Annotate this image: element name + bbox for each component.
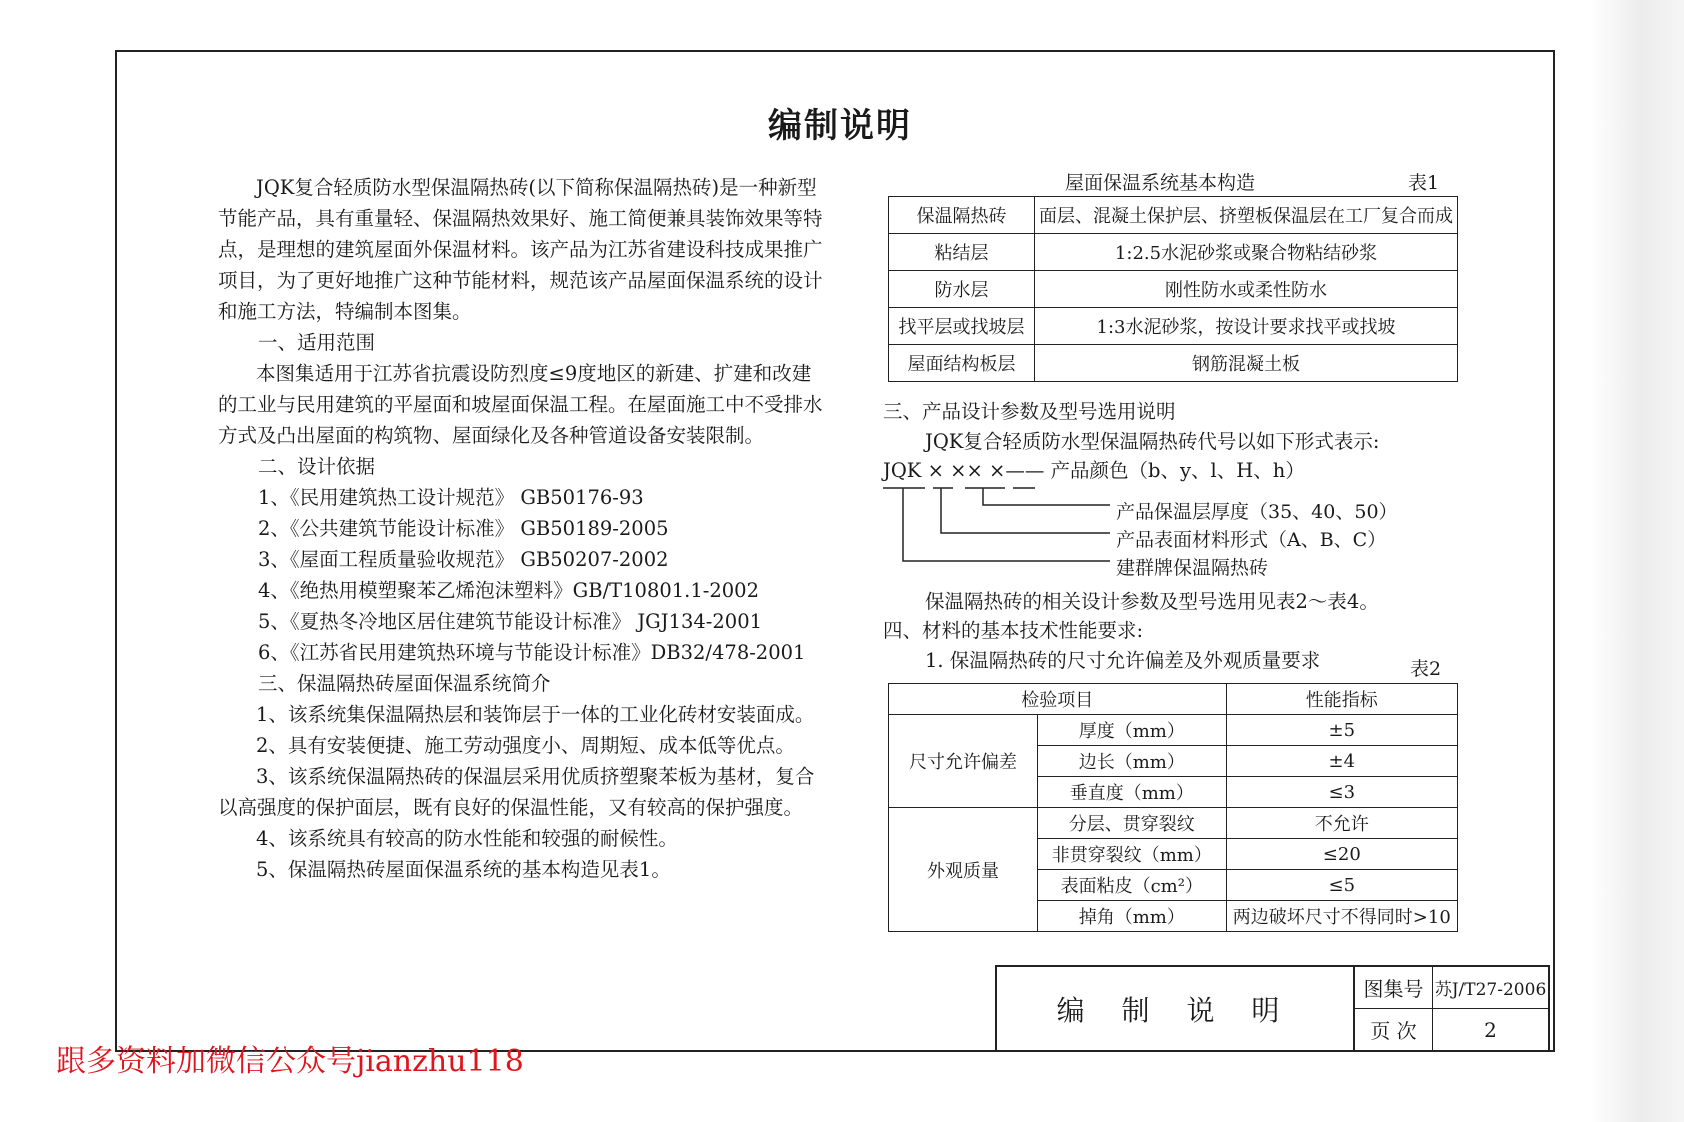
atlas-label: 图集号 — [1355, 967, 1433, 1009]
title-block-name: 编 制 说 明 — [997, 967, 1355, 1050]
table2 — [888, 683, 1458, 932]
table-cell: 找平层或找坡层 — [889, 308, 1035, 345]
table-cell: 保温隔热砖 — [889, 197, 1035, 234]
table-row — [889, 345, 1458, 382]
table-cell: 分层、贯穿裂纹 — [1038, 808, 1227, 839]
section3-intro: JQK复合轻质防水型保温隔热砖代号以如下形式表示: — [925, 430, 1380, 453]
table-cell: 屋面结构板层 — [889, 345, 1035, 382]
table-cell: 防水层 — [889, 271, 1035, 308]
watermark-text: 跟多资料加微信公众号jianzhu118 — [56, 1044, 524, 1079]
table-cell: 垂直度（mm） — [1038, 777, 1227, 808]
section3-heading: 三、产品设计参数及型号选用说明 — [883, 400, 1176, 423]
table-cell: 两边破坏尺寸不得同时>10 — [1226, 901, 1457, 932]
system-item: 5、保温隔热砖屋面保温系统的基本构造见表1。 — [256, 858, 671, 881]
table-row — [889, 271, 1458, 308]
page-number: 2 — [1484, 1017, 1497, 1042]
section4-sub: 1. 保温隔热砖的尺寸允许偏差及外观质量要求 — [925, 649, 1321, 672]
basis-heading: 二、设计依据 — [258, 455, 376, 478]
basis-item: 6、《江苏省民用建筑热环境与节能设计标准》DB32/478-2001 — [258, 641, 806, 664]
system-item: 2、具有安装便捷、施工劳动强度小、周期短、成本低等优点。 — [256, 734, 795, 757]
table1 — [888, 196, 1458, 382]
table-header: 性能指标 — [1226, 684, 1457, 715]
code-label-thickness: 产品保温层厚度（35、40、50） — [1116, 501, 1398, 523]
table-cell: ≤5 — [1226, 870, 1457, 901]
table-header-row — [889, 684, 1458, 715]
table1-caption: 屋面保温系统基本构造 — [1065, 172, 1256, 194]
table-row — [889, 715, 1458, 746]
basis-item: 5、《夏热冬冷地区居住建筑节能设计标准》 JGJ134-2001 — [258, 610, 763, 633]
table-header: 检验项目 — [889, 684, 1227, 715]
table-cell: ±5 — [1226, 715, 1457, 746]
scan-edge — [1590, 0, 1684, 1122]
table-cell: ≤20 — [1226, 839, 1457, 870]
system-heading: 三、保温隔热砖屋面保温系统简介 — [258, 672, 551, 695]
table-row — [889, 308, 1458, 345]
table-cell: 刚性防水或柔性防水 — [1035, 271, 1458, 308]
table-cell: ±4 — [1226, 746, 1457, 777]
scope-paragraph: 本图集适用于江苏省抗震设防烈度≤9度地区的新建、扩建和改建的工业与民用建筑的平屋面和坡屋面保温工程。在屋面施工中不受排水方式及凸出屋面的构筑物、屋面绿化及各种管道设备安装限制。 — [218, 362, 823, 447]
table-row — [889, 808, 1458, 839]
section3-note: 保温隔热砖的相关设计参数及型号选用见表2～表4。 — [925, 590, 1379, 613]
table-group-label: 尺寸允许偏差 — [889, 715, 1038, 808]
table-cell: 非贯穿裂纹（mm） — [1038, 839, 1227, 870]
page-label: 页 次 — [1355, 1009, 1433, 1050]
code-leader-diagram — [875, 455, 1115, 570]
section4-heading: 四、材料的基本技术性能要求: — [883, 619, 1144, 642]
table-cell: 边长（mm） — [1038, 746, 1227, 777]
table-cell: 表面粘皮（cm²） — [1038, 870, 1227, 901]
table-cell: 面层、混凝土保护层、挤塑板保温层在工厂复合而成 — [1035, 197, 1458, 234]
basis-item: 4、《绝热用模塑聚苯乙烯泡沫塑料》GB/T10801.1-2002 — [258, 579, 759, 602]
table-row — [889, 234, 1458, 271]
left-column — [218, 172, 828, 885]
table-cell: 1:3水泥砂浆，按设计要求找平或找坡 — [1035, 308, 1458, 345]
system-item: 4、该系统具有较高的防水性能和较强的耐候性。 — [256, 827, 678, 850]
table1-number: 表1 — [1408, 172, 1440, 194]
table-cell: ≤3 — [1226, 777, 1457, 808]
table-cell: 不允许 — [1226, 808, 1457, 839]
table-cell: 钢筋混凝土板 — [1035, 345, 1458, 382]
basis-item: 2、《公共建筑节能设计标准》 GB50189-2005 — [258, 517, 669, 540]
code-label-brand: 建群牌保温隔热砖 — [1116, 557, 1269, 579]
table-cell: 1:2.5水泥砂浆或聚合物粘结砂浆 — [1035, 234, 1458, 271]
title-block — [995, 965, 1550, 1052]
table-group-label: 外观质量 — [889, 808, 1038, 932]
table-row — [889, 197, 1458, 234]
system-item: 1、该系统集保温隔热层和装饰层于一体的工业化砖材安装面成。 — [256, 703, 815, 726]
table-cell: 掉角（mm） — [1038, 901, 1227, 932]
basis-item: 1、《民用建筑热工设计规范》 GB50176-93 — [258, 486, 644, 509]
system-item: 3、该系统保温隔热砖的保温层采用优质挤塑聚苯板为基材，复合以高强度的保护面层，既有良好的保温性能，又有较高的保护强度。 — [218, 765, 815, 819]
code-line: JQK × ×× ×—— 产品颜色（b、y、l、H、h） — [883, 459, 1305, 482]
table-cell: 粘结层 — [889, 234, 1035, 271]
atlas-number: 苏J/T27-2006 — [1433, 967, 1548, 1009]
basis-item: 3、《屋面工程质量验收规范》 GB50207-2002 — [258, 548, 669, 571]
scope-heading: 一、适用范围 — [258, 331, 376, 354]
table2-number: 表2 — [1410, 658, 1442, 680]
intro-paragraph: JQK复合轻质防水型保温隔热砖(以下简称保温隔热砖)是一种新型节能产品，具有重量轻、保温隔热效果好、施工简便兼具装饰效果等特点，是理想的建筑屋面外保温材料。该产品为江苏省建设科技成果推广项目，为了更好地推广这种节能材料，规范该产品屋面保温系统的设计和施工方法，特编制本图集。 — [218, 176, 823, 323]
code-label-surface: 产品表面材料形式（A、B、C） — [1116, 529, 1387, 551]
page-title: 编制说明 — [768, 106, 912, 146]
table-cell: 厚度（mm） — [1038, 715, 1227, 746]
